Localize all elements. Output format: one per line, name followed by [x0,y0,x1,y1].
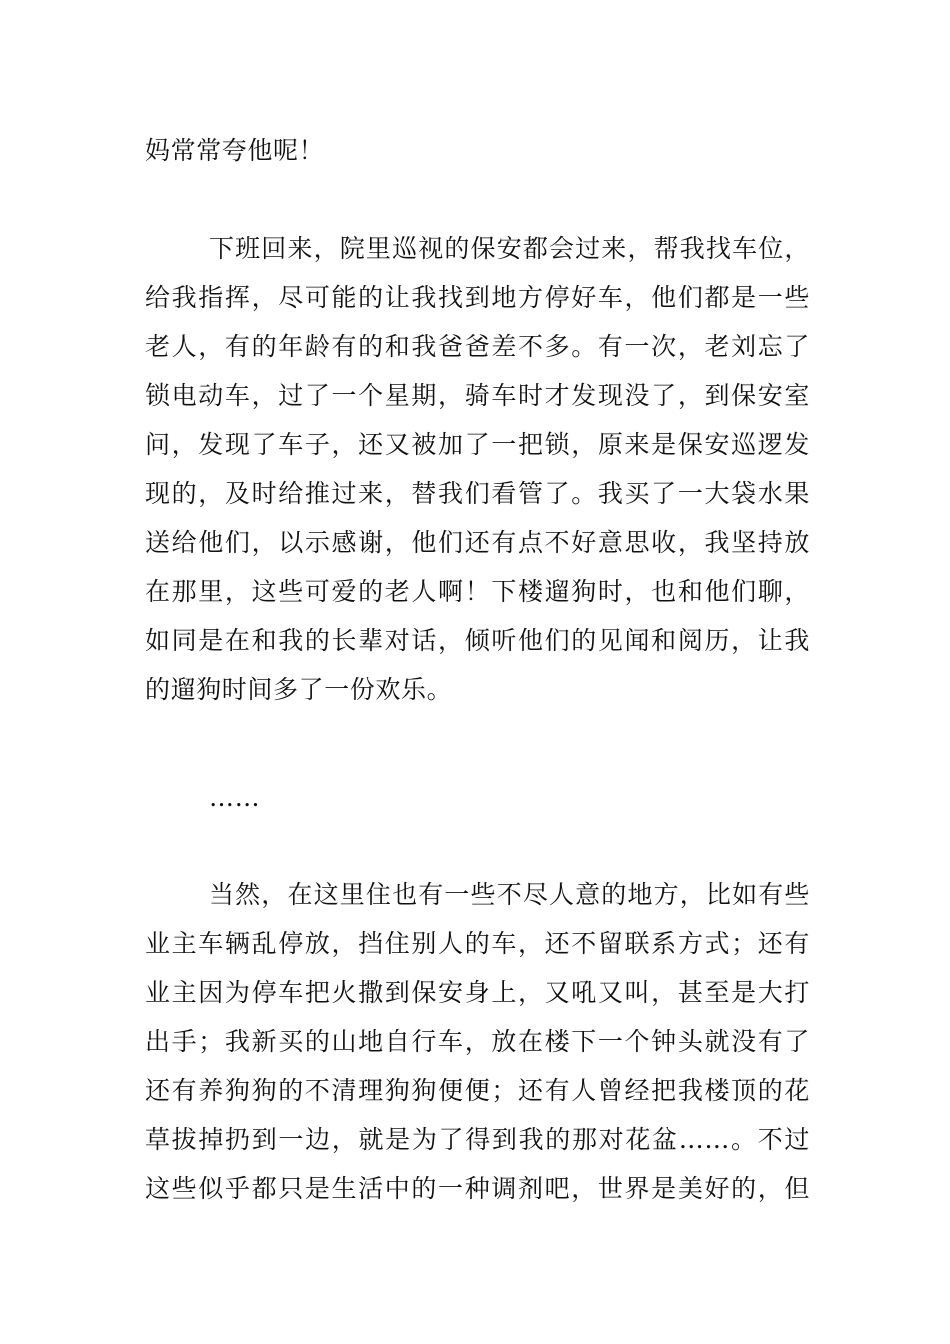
paragraph-2 [145,224,810,714]
paragraph-3 [145,870,810,1213]
paragraph-line: 业主车辆乱停放，挡住别人的车，还不留联系方式；还有 [145,929,810,958]
paragraph-line: 出手；我新买的山地自行车，放在楼下一个钟头就没有了 [145,1027,810,1056]
paragraph-line: 妈常常夸他呢！ [145,136,325,165]
paragraph-line: 老人，有的年龄有的和我爸爸差不多。有一次，老刘忘了 [145,332,810,361]
paragraph-line: …… [209,783,261,812]
paragraph-line: 还有养狗狗的不清理狗狗便便；还有人曾经把我楼顶的花 [145,1076,810,1105]
paragraph-line: 问，发现了车子，还又被加了一把锁，原来是保安巡逻发 [145,430,810,459]
paragraph-line: 送给他们，以示感谢，他们还有点不好意思收，我坚持放 [145,528,810,557]
paragraph-line: 在那里，这些可爱的老人啊！下楼遛狗时，也和他们聊， [145,577,810,606]
paragraph-line: 当然，在这里住也有一些不尽人意的地方，比如有些 [209,880,810,909]
paragraph-line: 如同是在和我的长辈对话，倾听他们的见闻和阅历，让我 [145,626,810,655]
paragraph-1 [145,126,810,175]
paragraph-line: 业主因为停车把火撒到保安身上，又吼又叫，甚至是大打 [145,978,810,1007]
paragraph-line: 锁电动车，过了一个星期，骑车时才发现没了，到保安室 [145,381,810,410]
paragraph-line: 这些似乎都只是生活中的一种调剂吧，世界是美好的，但 [145,1174,810,1203]
paragraph-line: 的遛狗时间多了一份欢乐。 [145,675,453,704]
paragraph-line: 草拔掉扔到一边，就是为了得到我的那对花盆……。不过 [145,1125,810,1154]
paragraph-line: 给我指挥，尽可能的让我找到地方停好车，他们都是一些 [145,283,810,312]
paragraph-ellipsis [145,773,810,822]
paragraph-line: 下班回来，院里巡视的保安都会过来，帮我找车位， [209,234,810,263]
paragraph-line: 现的，及时给推过来，替我们看管了。我买了一大袋水果 [145,479,810,508]
